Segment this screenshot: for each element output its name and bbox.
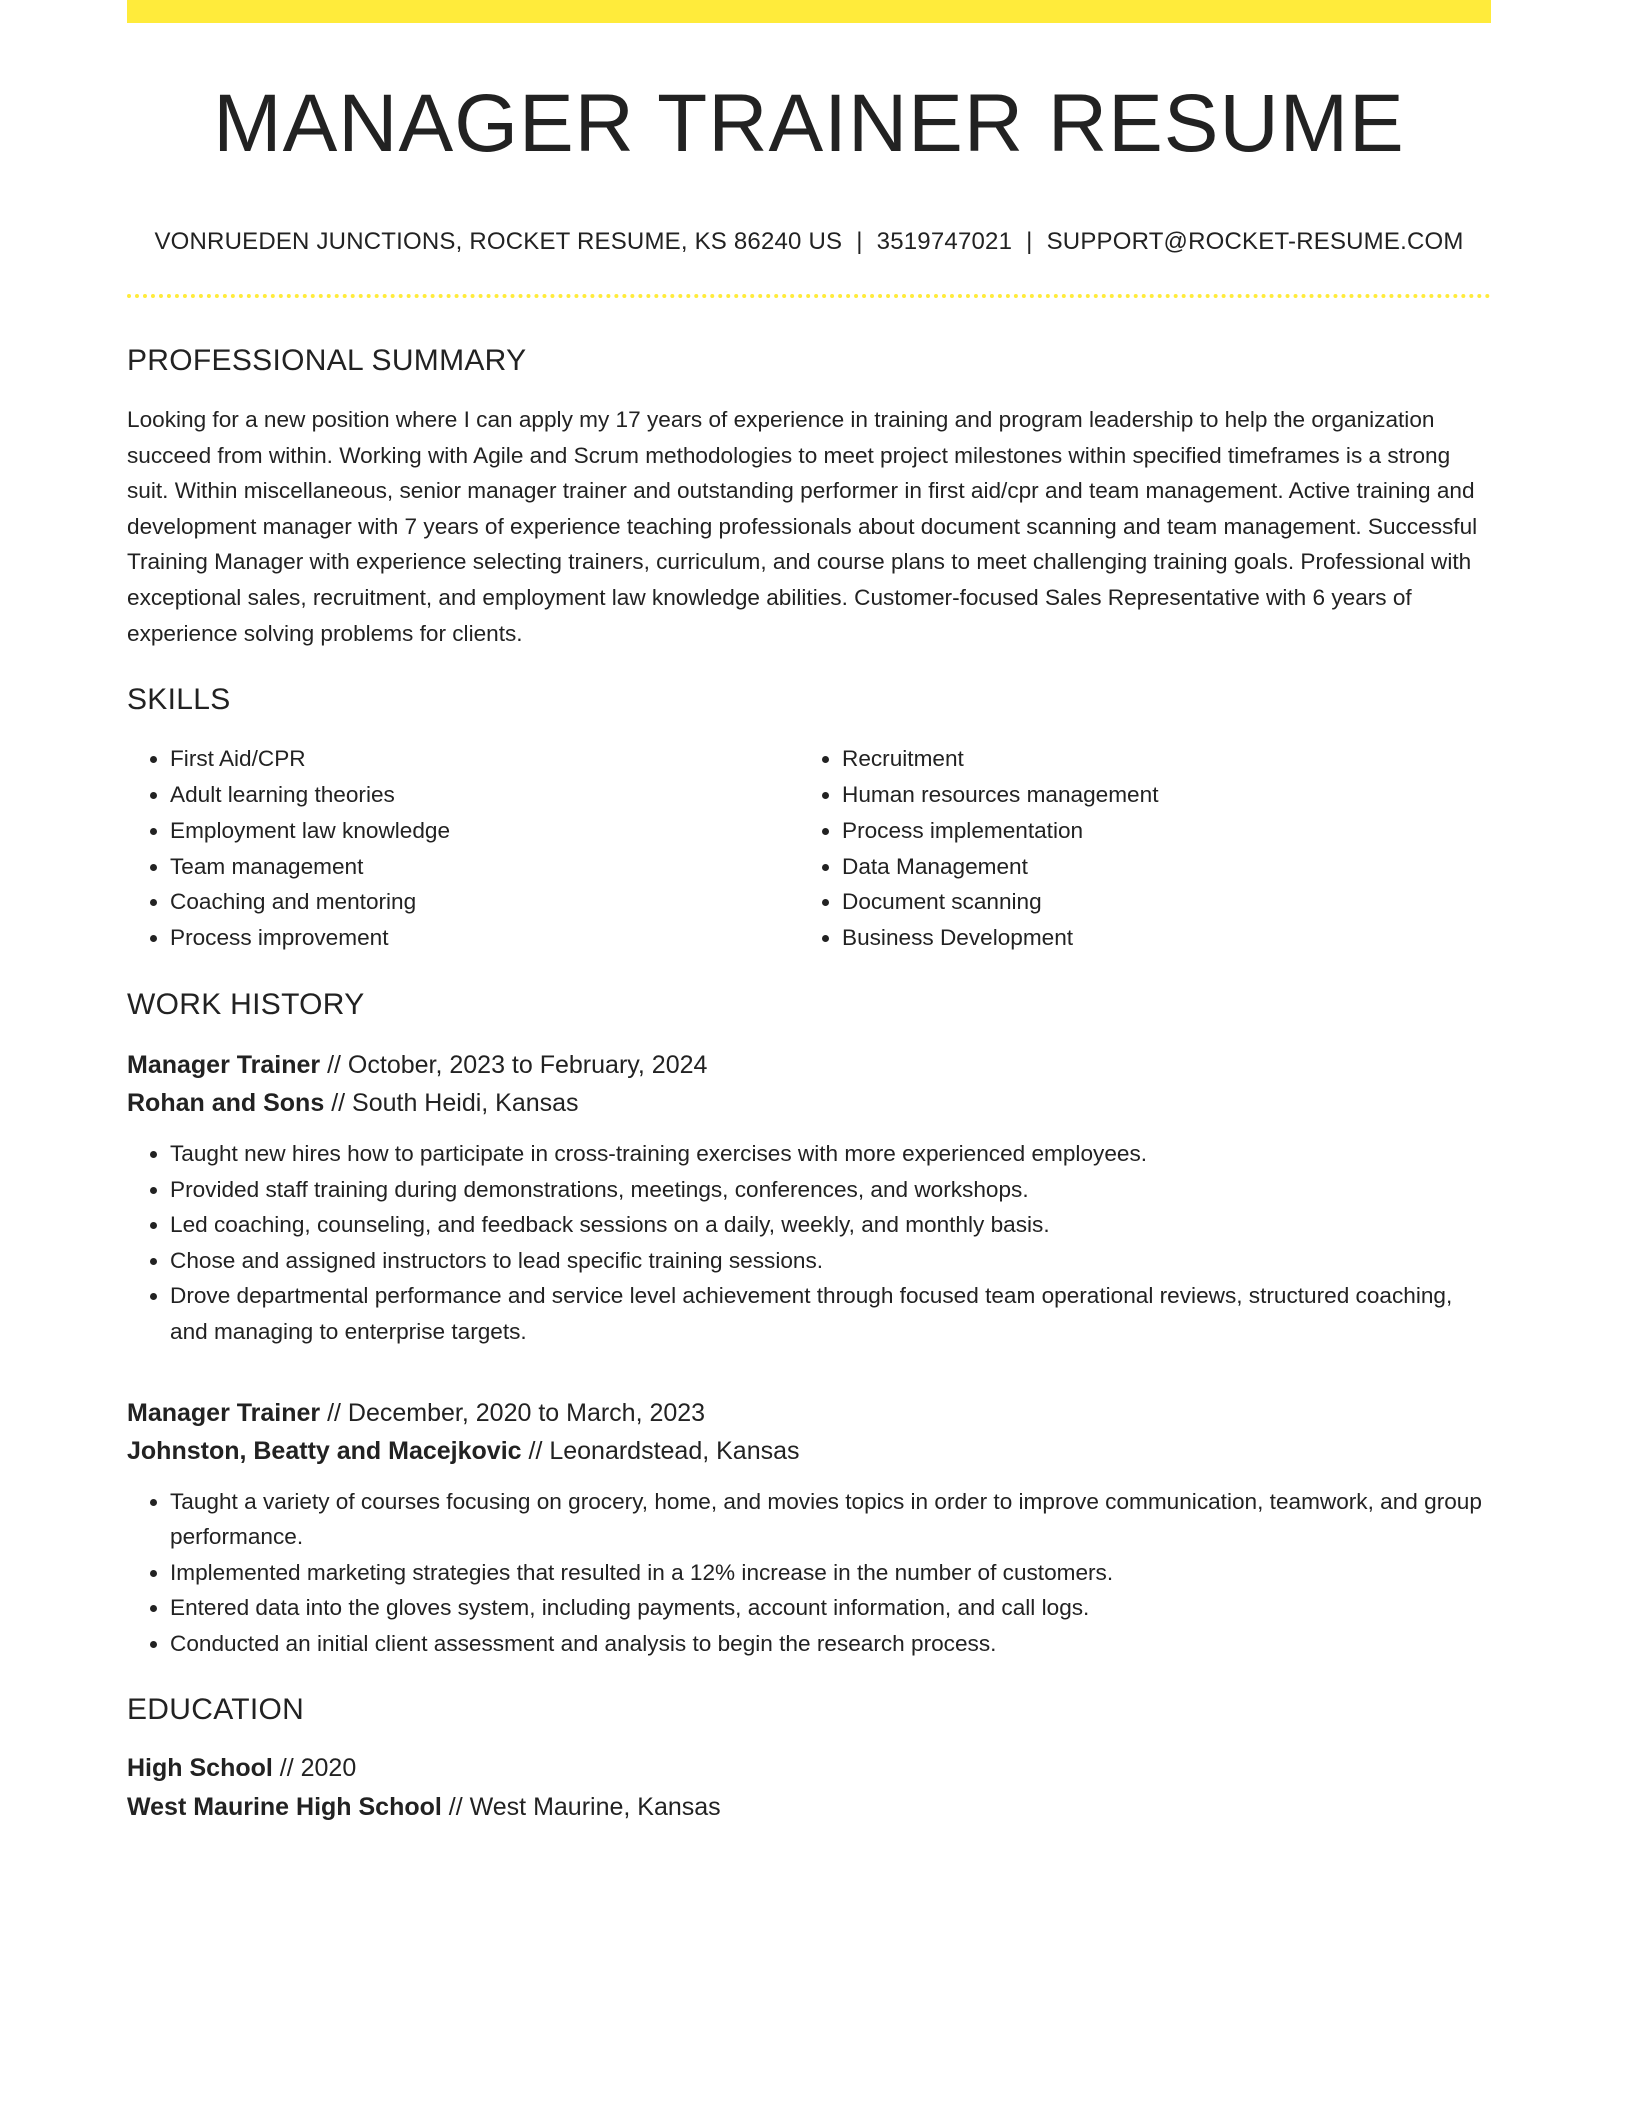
skill-item: • Adult learning theories bbox=[170, 777, 799, 813]
job-company-line bbox=[127, 1084, 1491, 1122]
job-company: Johnston, Beatty and Macejkovic bbox=[127, 1436, 522, 1465]
job-title: Manager Trainer bbox=[127, 1050, 321, 1079]
job-bullet: • Led coaching, counseling, and feedback sessions on a daily, weekly, and monthly basis. bbox=[170, 1207, 1491, 1243]
skills-columns bbox=[127, 741, 1491, 956]
education-year: // 2020 bbox=[279, 1754, 357, 1783]
contact-email: SUPPORT@ROCKET-RESUME.COM bbox=[1046, 228, 1464, 255]
skill-item: • Team management bbox=[170, 849, 799, 885]
job-bullet: • Entered data into the gloves system, including payments, account information, and call logs. bbox=[170, 1590, 1491, 1626]
job-title-line bbox=[127, 1046, 1491, 1084]
skills-right-list bbox=[799, 741, 1471, 956]
skill-item: • Process improvement bbox=[170, 920, 799, 956]
job-bullet: • Chose and assigned instructors to lead specific training sessions. bbox=[170, 1243, 1491, 1279]
job-company-line bbox=[127, 1432, 1491, 1470]
education-school: West Maurine High School bbox=[127, 1793, 442, 1822]
job-title-line bbox=[127, 1394, 1491, 1432]
contact-separator: | bbox=[1026, 228, 1033, 255]
job-entry bbox=[127, 1046, 1491, 1350]
skill-item: • Coaching and mentoring bbox=[170, 884, 799, 920]
work-history-section bbox=[127, 987, 1491, 1662]
skill-item: • First Aid/CPR bbox=[170, 741, 799, 777]
job-bullet: • Provided staff training during demonstrations, meetings, conferences, and workshops. bbox=[170, 1172, 1491, 1208]
education-degree: High School bbox=[127, 1754, 273, 1783]
job-location: // Leonardstead, Kansas bbox=[528, 1436, 800, 1465]
education-heading: EDUCATION bbox=[127, 1693, 305, 1727]
job-title: Manager Trainer bbox=[127, 1398, 321, 1427]
job-bullet: • Drove departmental performance and service level achievement through focused team operational reviews, structured coaching, and managing to enterprise targets. bbox=[170, 1278, 1491, 1349]
work-history-heading: WORK HISTORY bbox=[127, 987, 365, 1021]
job-bullets bbox=[127, 1136, 1491, 1350]
skills-left-list bbox=[127, 741, 799, 956]
resume-page bbox=[127, 0, 1491, 1827]
skill-item: • Recruitment bbox=[842, 741, 1471, 777]
education-school-line bbox=[127, 1788, 1491, 1827]
education-section bbox=[127, 1695, 1491, 1827]
skills-section bbox=[127, 685, 1491, 956]
skills-heading: SKILLS bbox=[127, 683, 231, 717]
contact-phone: 3519747021 bbox=[876, 228, 1013, 255]
education-degree-line bbox=[127, 1749, 1491, 1788]
job-bullet: • Taught a variety of courses focusing on grocery, home, and movies topics in order to improve communication, teamwork, and group performance. bbox=[170, 1484, 1491, 1555]
job-bullets bbox=[127, 1484, 1491, 1662]
resume-title: MANAGER TRAINER RESUME bbox=[213, 78, 1405, 169]
summary-heading: PROFESSIONAL SUMMARY bbox=[127, 344, 527, 377]
contact-separator: | bbox=[856, 228, 863, 255]
job-entry bbox=[127, 1394, 1491, 1662]
job-bullet: • Taught new hires how to participate in cross-training exercises with more experienced employees. bbox=[170, 1136, 1491, 1172]
skill-item: • Business Development bbox=[842, 920, 1471, 956]
summary-text: Looking for a new position where I can apply my 17 years of experience in training and program leadership to help the organization succeed from within. Working with Agile and Scrum methodologies to meet project milestones within specified timeframes is a strong suit. Within miscellaneous, senior manager trainer and outstanding performer in first aid/cpr and team management. Active training and development manager with 7 years of experience teaching professionals about document scanning and team management. Successful Training Manager with experience selecting trainers, curriculum, and course plans to meet challenging training goals. Professional with exceptional sales, recruitment, and employment law knowledge abilities. Customer-focused Sales Representative with 6 years of experience solving problems for clients. bbox=[127, 407, 1478, 646]
job-location: // South Heidi, Kansas bbox=[331, 1088, 579, 1117]
skill-item: • Human resources management bbox=[842, 777, 1471, 813]
education-location: // West Maurine, Kansas bbox=[448, 1793, 721, 1822]
contact-line bbox=[127, 230, 1491, 254]
skill-item: • Process implementation bbox=[842, 813, 1471, 849]
skill-item: • Data Management bbox=[842, 849, 1471, 885]
accent-bar bbox=[127, 0, 1491, 23]
skill-item: • Employment law knowledge bbox=[170, 813, 799, 849]
education-entry bbox=[127, 1749, 1491, 1827]
job-bullet: • Conducted an initial client assessment and analysis to begin the research process. bbox=[170, 1626, 1491, 1662]
skill-item: • Document scanning bbox=[842, 884, 1471, 920]
dotted-divider bbox=[127, 294, 1491, 298]
contact-address: VONRUEDEN JUNCTIONS, ROCKET RESUME, KS 86240 US bbox=[154, 228, 843, 255]
job-bullet: • Implemented marketing strategies that resulted in a 12% increase in the number of customers. bbox=[170, 1555, 1491, 1591]
job-dates: // December, 2020 to March, 2023 bbox=[327, 1398, 706, 1427]
job-dates: // October, 2023 to February, 2024 bbox=[327, 1050, 708, 1079]
job-company: Rohan and Sons bbox=[127, 1088, 325, 1117]
summary-section bbox=[127, 346, 1491, 651]
